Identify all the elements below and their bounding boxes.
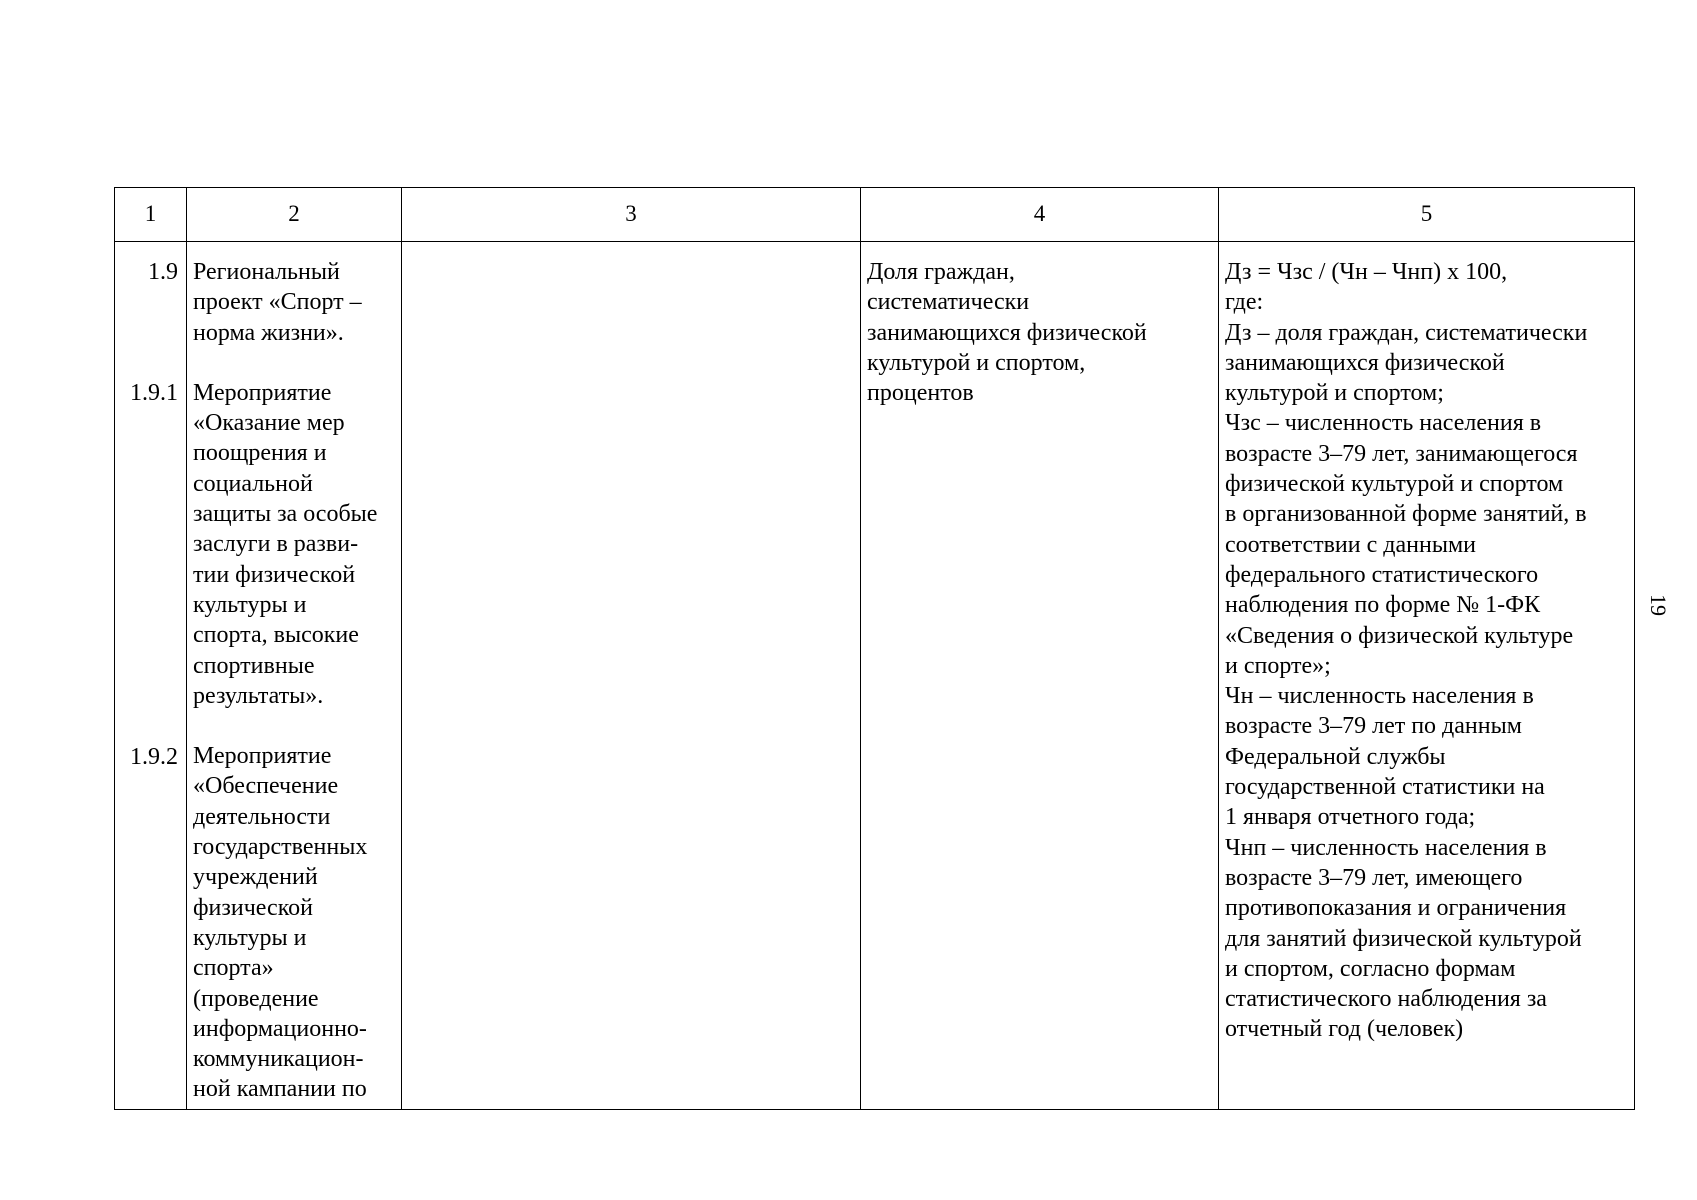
item-number-1-9-2: 1.9.2 [130,743,178,770]
text-line: спорта» [193,955,274,982]
empty-column-3-cell [402,242,861,1110]
text-line: заслуги в разви- [193,531,359,558]
text-line: (проведение [193,985,319,1012]
text-line: Региональный [193,259,340,285]
header-cell-2: 2 [187,188,402,242]
item-1-9-1-name [193,378,397,711]
text-line: информационно- [193,1015,367,1042]
text-line: где: [1225,289,1264,316]
text-line: возрасте 3–79 лет, имеющего [1225,864,1523,891]
text-line: статистического наблюдения за [1225,986,1547,1013]
text-line: ной кампании по [193,1076,367,1103]
text-line: государственных [193,834,368,861]
header-cell-1: 1 [115,188,187,242]
text-line: «Обеспечение [193,773,339,800]
text-line: процентов [867,380,974,407]
text-line: возрасте 3–79 лет по данным [1225,713,1522,740]
text-line: и спортом, согласно формам [1225,955,1516,982]
table-header-row [115,188,1635,242]
header-cell-3: 3 [402,188,861,242]
text-line: Доля граждан, [867,259,1015,285]
text-line: культуры и [193,591,307,618]
text-line: Чнп – численность населения в [1225,834,1547,861]
text-line: культурой и спортом; [1225,380,1444,407]
text-line: федерального статистического [1225,561,1539,588]
text-line: защиты за особые [193,501,378,528]
item-number-1-9: 1.9 [148,259,178,285]
text-line: занимающихся физической [867,319,1147,346]
text-line: государственной статистики на [1225,774,1545,801]
text-line: отчетный год (человек) [1225,1016,1464,1043]
text-line: противопоказания и ограничения [1225,895,1567,922]
text-line: культуры и [193,924,307,951]
text-line: Дз = Чзс / (Чн – Чнп) х 100, [1225,259,1508,285]
text-line: Мероприятие [193,743,332,770]
text-line: физической [193,894,313,921]
text-line: учреждений [193,864,318,891]
item-number-1-9-1: 1.9.1 [130,380,178,407]
item-names-cell [187,242,402,1110]
text-line: Чзс – численность населения в [1225,410,1542,437]
text-line: коммуникацион- [193,1046,364,1073]
text-line: возрасте 3–79 лет, занимающегося [1225,440,1578,467]
text-line: и спорте»; [1225,652,1331,679]
text-line: наблюдения по форме № 1-ФК [1225,592,1541,619]
text-line: Мероприятие [193,379,332,406]
text-line: систематически [867,289,1030,316]
text-line: для занятий физической культурой [1225,925,1582,952]
text-line: результаты». [193,682,324,709]
text-line: поощрения и [193,440,327,467]
header-cell-4: 4 [861,188,1219,242]
text-line: соответствии с данными [1225,531,1476,558]
item-numbers-cell [115,242,187,1110]
text-line: физической культурой и спортом [1225,471,1564,498]
text-line: «Оказание мер [193,410,345,437]
program-table [114,187,1635,1110]
text-line: в организованной форме занятий, в [1225,501,1587,528]
table-row [115,242,1635,1110]
text-line: «Сведения о физической культуре [1225,622,1574,649]
text-line: Чн – численность населения в [1225,683,1534,710]
text-line: Федеральной службы [1225,743,1446,770]
item-1-9-2-name [193,741,397,1105]
text-line: социальной [193,470,313,497]
text-line: спортивные [193,652,315,679]
indicator-name-cell [861,242,1219,1110]
text-line: спорта, высокие [193,622,359,649]
text-line: деятельности [193,803,331,830]
text-line: культурой и спортом, [867,349,1086,376]
text-line: Дз – доля граждан, систематически [1225,319,1588,346]
text-line: проект «Спорт – [193,289,362,316]
header-cell-5: 5 [1219,188,1635,242]
text-line: занимающихся физической [1225,349,1505,376]
item-1-9-name [193,257,397,348]
page-number: 19 [1646,594,1671,616]
text-line: 1 января отчетного года; [1225,804,1476,831]
text-line: тии физической [193,561,356,588]
text-line: норма жизни». [193,319,344,346]
formula-cell [1219,242,1635,1110]
